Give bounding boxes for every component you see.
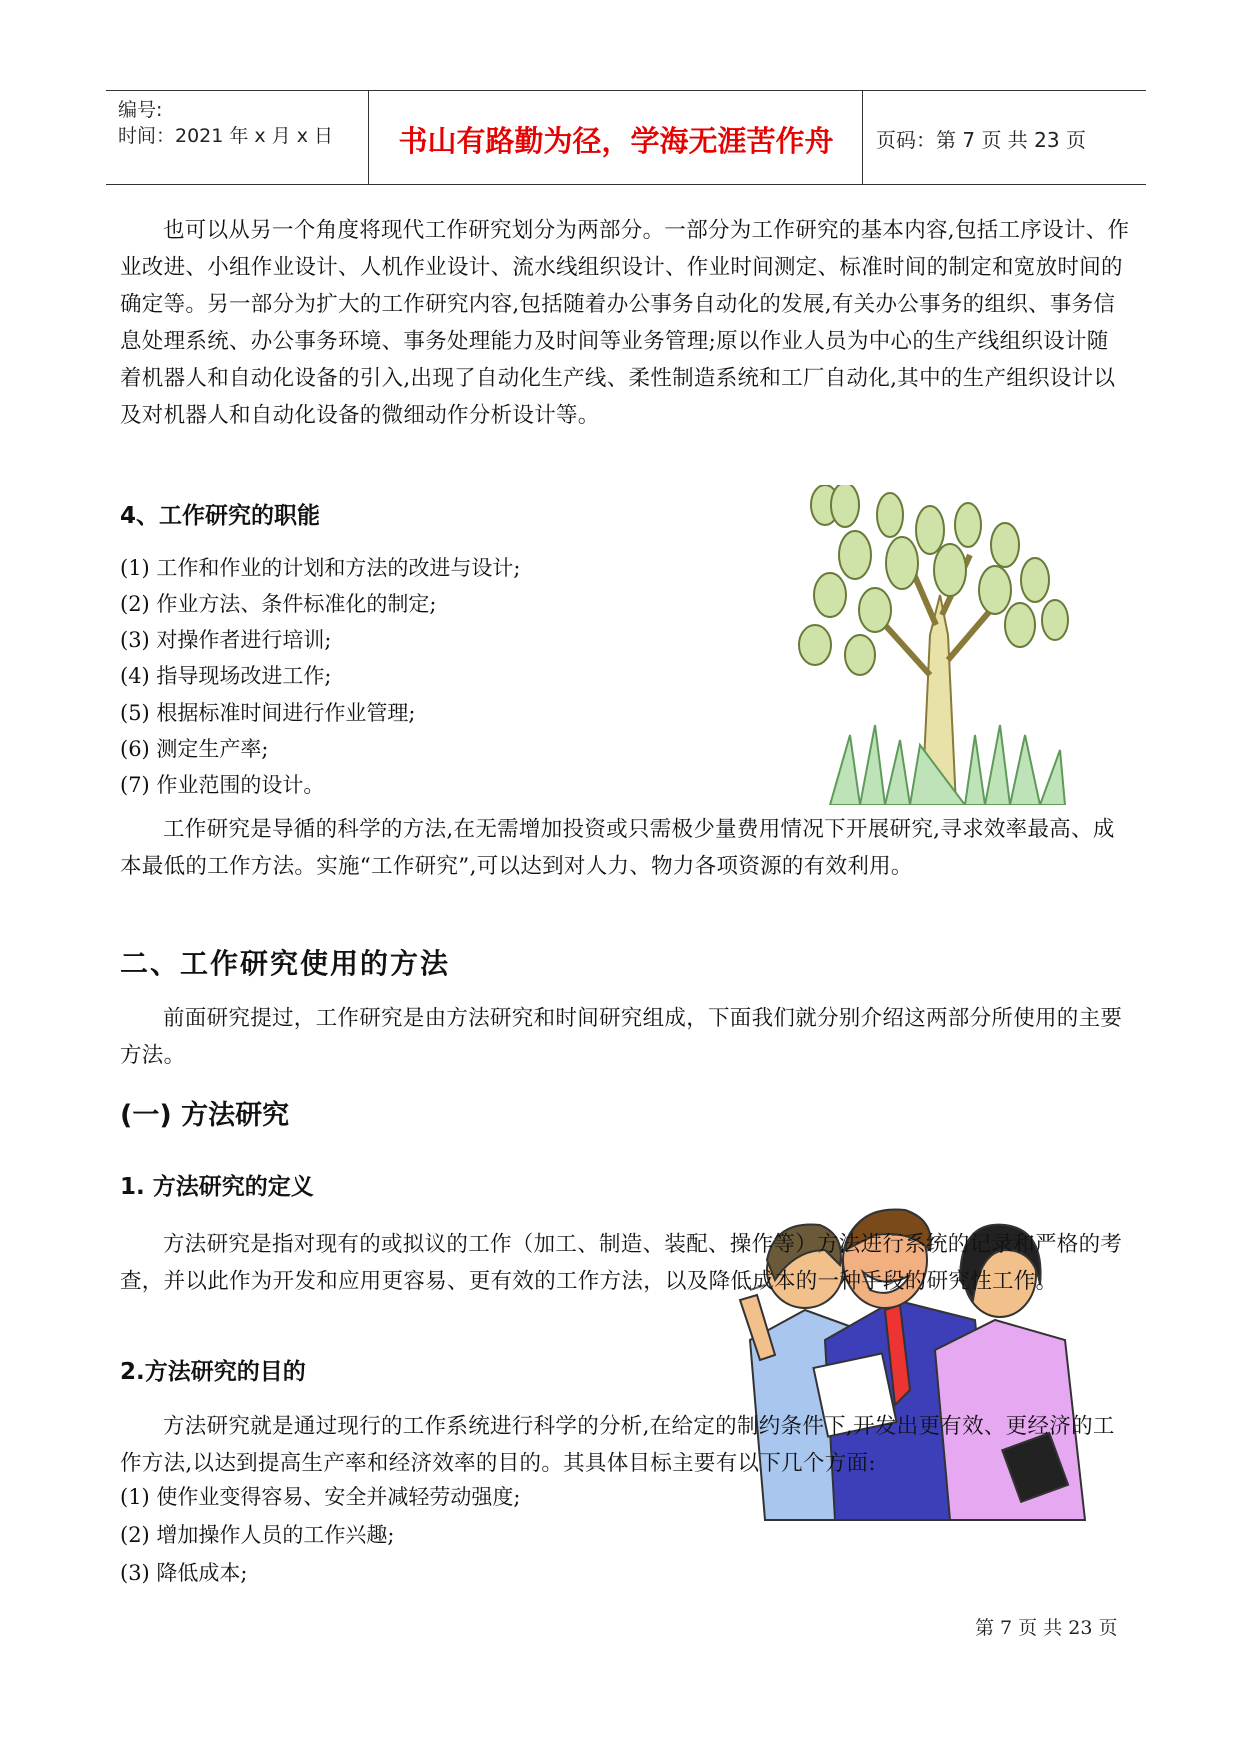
list-item: (6) 测定生产率; (120, 737, 269, 761)
heading-work-study-functions: 4、工作研究的职能 (120, 503, 321, 529)
header-middle-cell (370, 91, 863, 184)
heading-method-study-definition: 1. 方法研究的定义 (120, 1174, 314, 1200)
section-heading-methods: 二、工作研究使用的方法 (120, 947, 451, 980)
list-item: (3) 对操作者进行培训; (120, 628, 332, 652)
header-right-cell (864, 91, 1146, 184)
document-time-label: 时间：2021 年 x 月 x 日 (118, 125, 334, 147)
list-item: (2) 作业方法、条件标准化的制定; (120, 592, 437, 616)
paragraph-scientific-method: 工作研究是导循的科学的方法,在无需增加投资或只需极少量费用情况下开展研究,寻求效率最高、成本最低的工作方法。实施“工作研究”,可以达到对人力、物力各项资源的有效利用。 (120, 817, 1115, 879)
list-item: (5) 根据标准时间进行作业管理; (120, 701, 416, 725)
paragraph-work-study-parts: 也可以从另一个角度将现代工作研究划分为两部分。一部分为工作研究的基本内容,包括工序设计、作业改进、小组作业设计、人机作业设计、流水线组织设计、作业时间测定、标准时间的制定和宽放时间的确定等。另一部分为扩大的工作研究内容,包括随着办公事务自动化的发展,有关办公事务的组织、事务信息处理系统、办公事务环境、事务处理能力及时间等业务管理;原以作业人员为中心的生产线组织设计随着机器人和自动化设备的引入,出现了自动化生产线、柔性制造系统和工厂自动化,其中的生产组织设计以及对机器人和自动化设备的微细动作分析设计等。 (120, 218, 1130, 428)
list-item: (1) 工作和作业的计划和方法的改进与设计; (120, 556, 521, 580)
paragraph-introduction: 前面研究提过，工作研究是由方法研究和时间研究组成，下面我们就分别介绍这两部分所使用的主要方法。 (120, 1006, 1123, 1068)
heading-method-study-purpose: 2.方法研究的目的 (120, 1359, 306, 1385)
header-motto: 书山有路勤为径，学海无涯苦作舟 (398, 124, 834, 158)
tree-clipart-icon (790, 485, 1090, 805)
page-footer: 第 7 页 共 23 页 (975, 1617, 1118, 1639)
paragraph-purpose: 方法研究就是通过现行的工作系统进行科学的分析,在给定的制约条件下,开发出更有效、更经济的工作方法,以达到提高生产率和经济效率的目的。其具体目标主要有以下几个方面: (120, 1414, 1115, 1476)
list-item: (3) 降低成本; (120, 1561, 248, 1585)
header-page-label: 页码：第 7 页 共 23 页 (876, 128, 1086, 152)
page-header (106, 90, 1146, 185)
list-item: (4) 指导现场改进工作; (120, 664, 332, 688)
list-item: (1) 使作业变得容易、安全并减轻劳动强度; (120, 1485, 521, 1509)
list-item: (7) 作业范围的设计。 (120, 773, 325, 797)
list-item: (2) 增加操作人员的工作兴趣; (120, 1523, 395, 1547)
subsection-heading-method-study: (一) 方法研究 (120, 1100, 290, 1131)
document-number-label: 编号: (118, 99, 163, 121)
header-left-cell (106, 91, 369, 184)
paragraph-definition: 方法研究是指对现有的或拟议的工作（加工、制造、装配、操作等）方法进行系统的记录和严格的考查，并以此作为开发和应用更容易、更有效的工作方法，以及降低成本的一种手段的研究性工作。 (120, 1232, 1123, 1294)
